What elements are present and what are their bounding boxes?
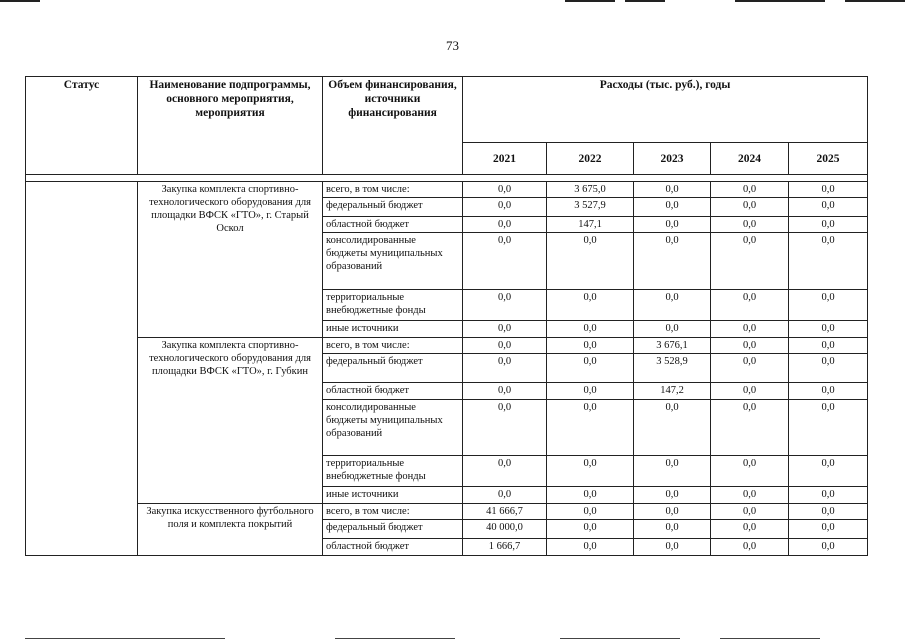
value-2023: 3 676,1 (634, 338, 711, 354)
value-2025: 0,0 (789, 182, 868, 198)
source-label: федеральный бюджет (323, 520, 463, 539)
source-label: всего, в том числе: (323, 338, 463, 354)
value-2024: 0,0 (711, 182, 789, 198)
value-2022: 147,1 (547, 217, 634, 233)
value-2021: 0,0 (463, 290, 547, 321)
value-2025: 0,0 (789, 504, 868, 520)
header-year-2024: 2024 (711, 143, 789, 175)
scan-edge-line (625, 0, 665, 2)
value-2021: 0,0 (463, 456, 547, 487)
value-2021: 0,0 (463, 182, 547, 198)
value-2021: 0,0 (463, 198, 547, 217)
value-2024: 0,0 (711, 456, 789, 487)
value-2023: 0,0 (634, 487, 711, 504)
value-2022: 0,0 (547, 383, 634, 400)
value-2024: 0,0 (711, 290, 789, 321)
header-expenses: Расходы (тыс. руб.), годы (463, 77, 868, 143)
header-status: Статус (26, 77, 138, 175)
header-year-2021: 2021 (463, 143, 547, 175)
value-2024: 0,0 (711, 400, 789, 456)
value-2021: 40 000,0 (463, 520, 547, 539)
value-2021: 0,0 (463, 338, 547, 354)
value-2021: 0,0 (463, 233, 547, 290)
value-2024: 0,0 (711, 338, 789, 354)
value-2021: 0,0 (463, 400, 547, 456)
value-2025: 0,0 (789, 198, 868, 217)
budget-table (25, 76, 868, 556)
value-2022: 0,0 (547, 354, 634, 383)
header-year-2023: 2023 (634, 143, 711, 175)
header-name: Наименование подпрограммы, основного мероприятия, мероприятия (138, 77, 323, 175)
value-2022: 0,0 (547, 520, 634, 539)
event-name: Закупка комплекта спортивно-технологического оборудования для площадки ВФСК «ГТО», г. Старый Оскол (138, 182, 323, 338)
value-2025: 0,0 (789, 354, 868, 383)
value-2023: 0,0 (634, 290, 711, 321)
value-2025: 0,0 (789, 520, 868, 539)
value-2022: 0,0 (547, 487, 634, 504)
scan-edge-line (560, 638, 680, 639)
value-2022: 0,0 (547, 504, 634, 520)
source-label: иные источники (323, 321, 463, 338)
value-2025: 0,0 (789, 217, 868, 233)
value-2022: 0,0 (547, 338, 634, 354)
value-2024: 0,0 (711, 217, 789, 233)
source-label: территориальные внебюджетные фонды (323, 290, 463, 321)
source-label: иные источники (323, 487, 463, 504)
value-2024: 0,0 (711, 233, 789, 290)
value-2025: 0,0 (789, 456, 868, 487)
source-label: федеральный бюджет (323, 198, 463, 217)
scan-edge-line (720, 638, 820, 639)
source-label: консолидированные бюджеты муниципальных образований (323, 400, 463, 456)
value-2025: 0,0 (789, 487, 868, 504)
header-year-2025: 2025 (789, 143, 868, 175)
value-2024: 0,0 (711, 504, 789, 520)
source-label: областной бюджет (323, 217, 463, 233)
value-2024: 0,0 (711, 487, 789, 504)
event-name: Закупка искусственного футбольного поля и комплекта покрытий (138, 504, 323, 556)
value-2023: 3 528,9 (634, 354, 711, 383)
value-2022: 0,0 (547, 290, 634, 321)
event-name: Закупка комплекта спортивно-технологического оборудования для площадки ВФСК «ГТО», г. Губкин (138, 338, 323, 504)
value-2023: 0,0 (634, 198, 711, 217)
value-2022: 0,0 (547, 400, 634, 456)
scan-edge-line (25, 638, 225, 639)
value-2023: 0,0 (634, 520, 711, 539)
header-spacer (26, 175, 868, 182)
value-2021: 0,0 (463, 354, 547, 383)
value-2024: 0,0 (711, 539, 789, 556)
value-2022: 3 675,0 (547, 182, 634, 198)
scan-edge-line (335, 638, 455, 639)
value-2023: 0,0 (634, 504, 711, 520)
header-volume: Объем финансирования, источники финансирования (323, 77, 463, 175)
source-label: консолидированные бюджеты муниципальных образований (323, 233, 463, 290)
source-label: всего, в том числе: (323, 504, 463, 520)
value-2021: 0,0 (463, 321, 547, 338)
scan-edge-line (0, 0, 40, 2)
value-2022: 3 527,9 (547, 198, 634, 217)
scan-edge-line (845, 0, 905, 2)
status-cell (26, 182, 138, 556)
source-label: федеральный бюджет (323, 354, 463, 383)
value-2021: 0,0 (463, 383, 547, 400)
value-2025: 0,0 (789, 338, 868, 354)
source-label: территориальные внебюджетные фонды (323, 456, 463, 487)
value-2023: 0,0 (634, 539, 711, 556)
value-2022: 0,0 (547, 539, 634, 556)
value-2022: 0,0 (547, 321, 634, 338)
value-2025: 0,0 (789, 290, 868, 321)
header-year-2022: 2022 (547, 143, 634, 175)
value-2023: 0,0 (634, 217, 711, 233)
value-2024: 0,0 (711, 198, 789, 217)
value-2024: 0,0 (711, 383, 789, 400)
scan-edge-line (735, 0, 825, 2)
value-2023: 0,0 (634, 321, 711, 338)
value-2022: 0,0 (547, 233, 634, 290)
value-2024: 0,0 (711, 354, 789, 383)
value-2025: 0,0 (789, 233, 868, 290)
value-2023: 0,0 (634, 400, 711, 456)
value-2021: 1 666,7 (463, 539, 547, 556)
value-2023: 147,2 (634, 383, 711, 400)
source-label: всего, в том числе: (323, 182, 463, 198)
value-2021: 0,0 (463, 487, 547, 504)
value-2021: 0,0 (463, 217, 547, 233)
scan-edge-line (565, 0, 615, 2)
value-2025: 0,0 (789, 539, 868, 556)
value-2025: 0,0 (789, 400, 868, 456)
value-2022: 0,0 (547, 456, 634, 487)
value-2025: 0,0 (789, 321, 868, 338)
page-number: 73 (446, 38, 459, 53)
value-2021: 41 666,7 (463, 504, 547, 520)
source-label: областной бюджет (323, 539, 463, 556)
value-2023: 0,0 (634, 233, 711, 290)
table-body (26, 182, 868, 556)
value-2023: 0,0 (634, 182, 711, 198)
value-2024: 0,0 (711, 520, 789, 539)
value-2025: 0,0 (789, 383, 868, 400)
source-label: областной бюджет (323, 383, 463, 400)
value-2023: 0,0 (634, 456, 711, 487)
value-2024: 0,0 (711, 321, 789, 338)
